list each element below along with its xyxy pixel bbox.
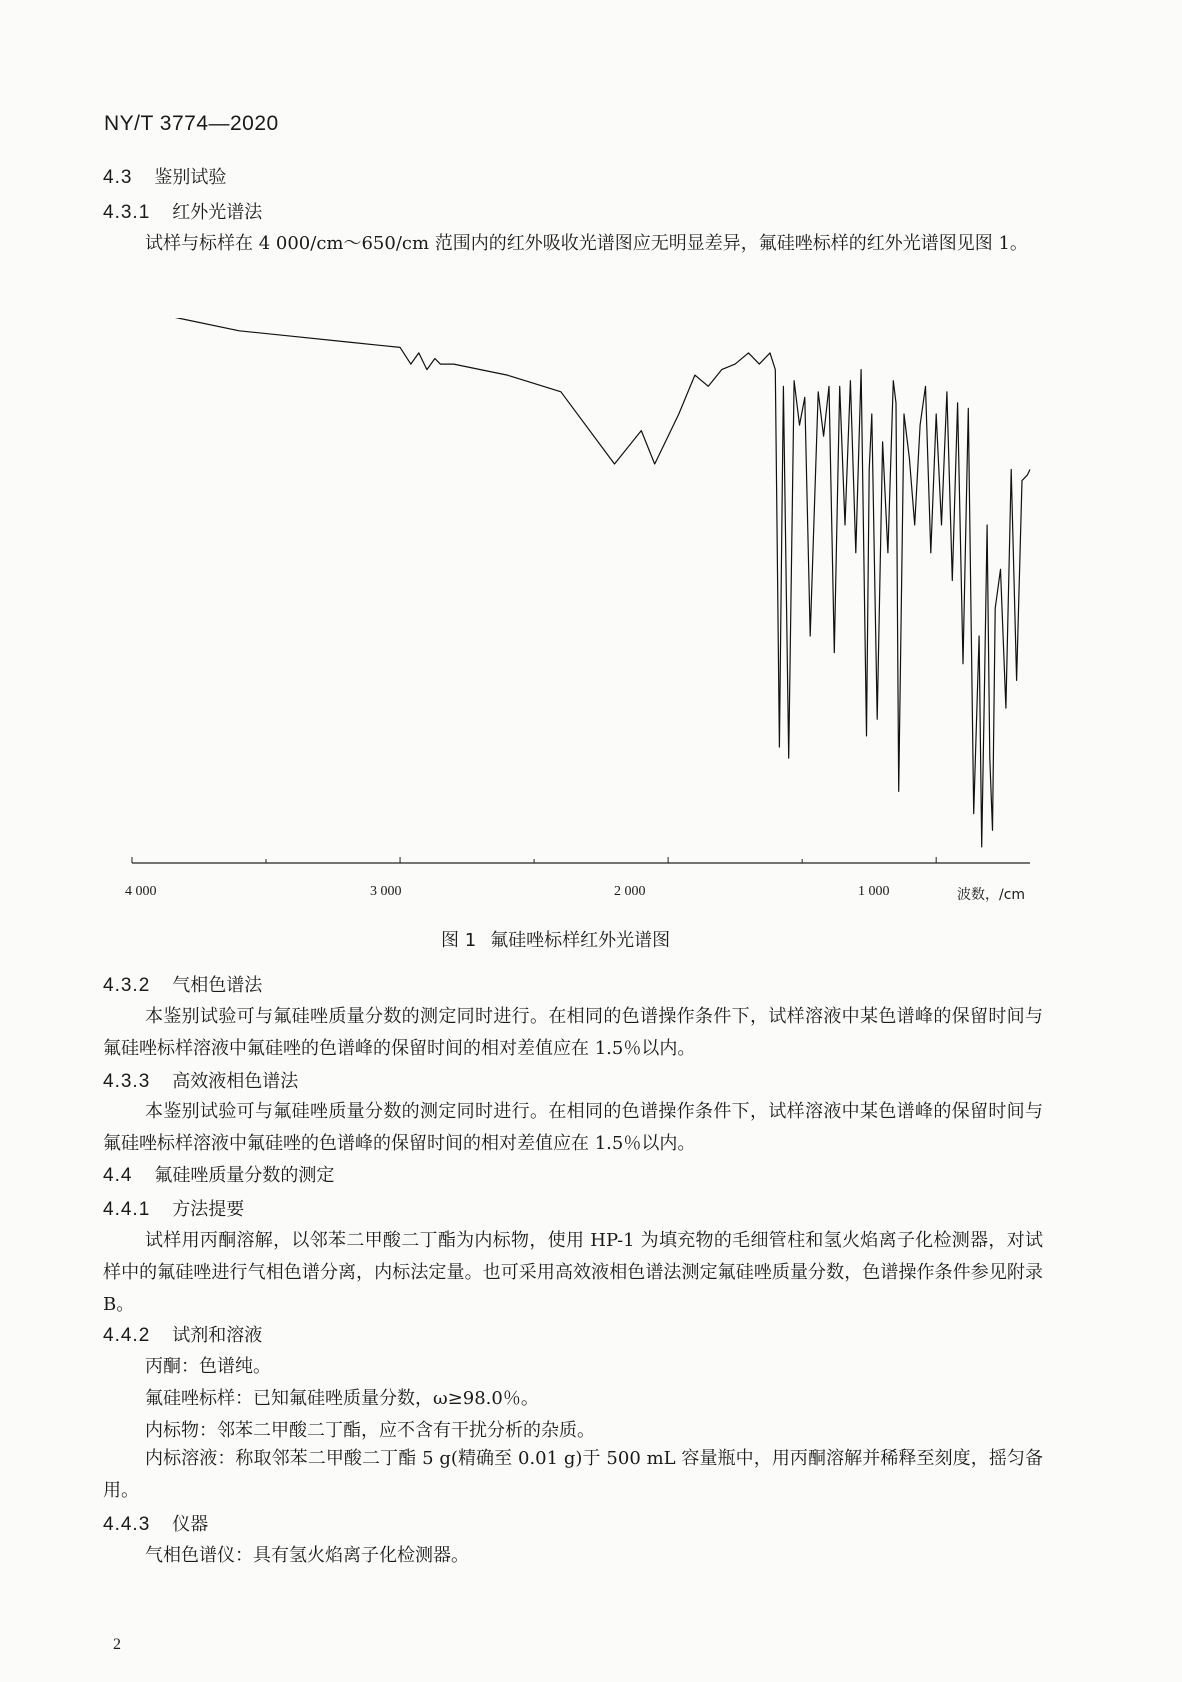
- section-number: 4.3.2: [103, 975, 151, 996]
- section-title: 气相色谱法: [172, 975, 263, 996]
- page-number: 2: [113, 1636, 121, 1653]
- ir-spectrum-chart: [130, 318, 1032, 878]
- section-4-3-heading: [103, 163, 226, 189]
- section-4-4-3-heading: [103, 1510, 208, 1536]
- section-title: 氟硅唑质量分数的测定: [154, 1165, 335, 1186]
- section-title: 红外光谱法: [172, 202, 263, 223]
- section-4-3-3-text: 本鉴别试验可与氟硅唑质量分数的测定同时进行。在相同的色谱操作条件下，试样溶液中某色谱峰的保留时间与氟硅唑标样溶液中氟硅唑的色谱峰的保留时间的相对差值应在 1.5％以内。: [103, 1101, 1043, 1154]
- list-item: 丙酮：色谱纯。: [145, 1356, 271, 1377]
- section-title: 鉴别试验: [154, 167, 227, 188]
- section-number: 4.4: [103, 1165, 133, 1186]
- x-axis-ticks: [132, 857, 936, 863]
- section-number: 4.4.3: [103, 1514, 151, 1535]
- section-number: 4.3: [103, 167, 133, 188]
- section-number: 4.4.2: [103, 1325, 151, 1346]
- section-4-3-3-heading: [103, 1067, 298, 1093]
- figure-caption: [441, 926, 670, 952]
- section-4-3-1-heading: [103, 198, 262, 224]
- section-number: 4.3.3: [103, 1071, 151, 1092]
- section-4-4-heading: [103, 1161, 334, 1187]
- section-number: 4.4.1: [103, 1199, 151, 1220]
- list-item: 气相色谱仪：具有氢火焰离子化检测器。: [145, 1545, 469, 1566]
- section-4-3-2-text: 本鉴别试验可与氟硅唑质量分数的测定同时进行。在相同的色谱操作条件下，试样溶液中某色谱峰的保留时间与氟硅唑标样溶液中氟硅唑的色谱峰的保留时间的相对差值应在 1.5％以内。: [103, 1006, 1043, 1059]
- x-axis-unit-label: 波数，/cm: [957, 887, 1026, 903]
- x-tick-label-4000: 4 000: [125, 884, 157, 899]
- section-4-3-2-heading: [103, 971, 262, 997]
- x-tick-label-1000: 1 000: [858, 884, 890, 899]
- figure-number: 图 1: [441, 930, 477, 951]
- standard-code: NY/T 3774—2020: [104, 112, 279, 135]
- section-4-3-1-text: 试样与标样在 4 000/cm～650/cm 范围内的红外吸收光谱图应无明显差异，氟硅唑标样的红外光谱图见图 1。: [145, 233, 1028, 254]
- section-title: 试剂和溶液: [172, 1325, 263, 1346]
- section-title: 仪器: [172, 1514, 209, 1535]
- list-item-long: 内标溶液：称取邻苯二甲酸二丁酯 5 g(精确至 0.01 g)于 500 mL 容量瓶中，用丙酮溶解并稀释至刻度，摇匀备用。: [103, 1448, 1043, 1501]
- section-4-4-1-heading: [103, 1195, 244, 1221]
- section-title: 方法提要: [172, 1199, 245, 1220]
- x-tick-label-2000: 2 000: [614, 884, 646, 899]
- list-item: 氟硅唑标样：已知氟硅唑质量分数，ω≥98.0％。: [145, 1388, 539, 1409]
- section-4-4-2-heading: [103, 1321, 262, 1347]
- section-4-4-1-text: 试样用丙酮溶解，以邻苯二甲酸二丁酯为内标物，使用 HP-1 为填充物的毛细管柱和氢火焰离子化检测器，对试样中的氟硅唑进行气相色谱分离，内标法定量。也可采用高效液相色谱法测定氟硅唑质量分数，色谱操作条件参见附录 B。: [103, 1230, 1043, 1315]
- spectrum-series-line: [132, 318, 1030, 847]
- section-number: 4.3.1: [103, 202, 151, 223]
- section-title: 高效液相色谱法: [172, 1071, 299, 1092]
- figure-caption-text: 氟硅唑标样红外光谱图: [490, 930, 671, 951]
- x-tick-label-3000: 3 000: [370, 884, 402, 899]
- list-item: 内标物：邻苯二甲酸二丁酯，应不含有干扰分析的杂质。: [145, 1420, 595, 1441]
